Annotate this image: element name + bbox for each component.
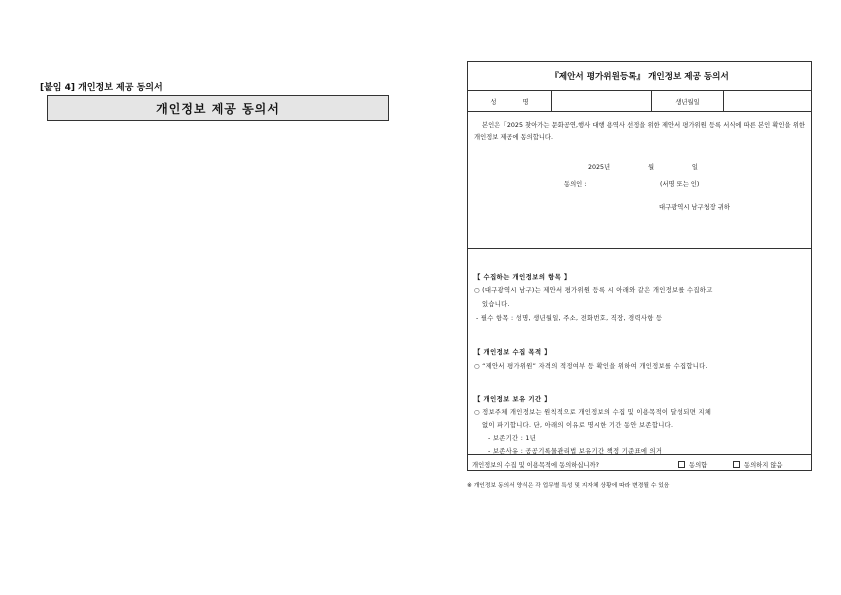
consent-form (467, 61, 812, 471)
section-retention-line: ○ 정보주체 개인정보는 원칙적으로 개인정보의 수집 및 이용목적이 달성되면 지체 (474, 409, 712, 416)
section-collected-items-heading: 【 수집하는 개인정보의 항목 】 (474, 274, 571, 281)
section-retention-heading: 【 개인정보 보유 기간 】 (474, 396, 552, 403)
checkbox-icon (733, 461, 740, 468)
checkbox-icon (678, 461, 685, 468)
document-title: 개인정보 제공 동의서 (156, 101, 280, 116)
disagree-checkbox[interactable] (733, 460, 783, 469)
date-line (588, 162, 698, 171)
section-purpose-heading: 【 개인정보 수집 목적 】 (474, 349, 552, 356)
name-label-cell (468, 91, 552, 111)
section-retention-line: - 보존기간 : 1년 (488, 435, 537, 442)
name-label: 성 명 (490, 98, 541, 106)
form-title: 『제안서 평가위원등록』 개인정보 제공 동의서 (468, 62, 811, 91)
signature-field[interactable]: (서명 또는 인) (660, 181, 700, 188)
section-collected-items-line: - 필수 항목 : 성명, 생년월일, 주소, 전화번호, 직장, 경력사항 등 (476, 315, 663, 322)
signer-label: 동의인 : (564, 181, 587, 188)
section-collected-items-line: 있습니다. (482, 301, 510, 308)
birth-label: 생년월일 (652, 91, 724, 111)
consent-statement: 본인은「2025 찾아가는 문화공연,행사 대행 용역사 선정을 위한 제안서 평가위원 등록 서식에 따른 본인 확인을 위한 개인정보 제공에 동의합니다. (474, 122, 805, 141)
date-year: 2025년 (588, 164, 611, 171)
section-collected-items-line: ○ (대구광역시 남구)는 제안서 평가위원 등록 시 아래와 같은 개인정보를 수집하고 (474, 287, 713, 294)
birth-field[interactable] (724, 91, 811, 111)
section-purpose-line: ○ “제안서 평가위원” 자격의 적정여부 등 확인을 위하여 개인정보를 수집합니다. (474, 363, 708, 370)
footnote: ※ 개인정보 동의서 양식은 각 업무별 특성 및 지자체 상황에 따라 변경될 수 있음 (467, 483, 670, 489)
section-retention-line: 없이 파기합니다. 단, 아래의 이유로 명시한 기간 동안 보존합니다. (482, 422, 674, 429)
annex-label: [붙임 4] 개인정보 제공 동의서 (40, 83, 163, 93)
consent-question: 개인정보의 수집 및 이용목적에 동의하십니까? (472, 462, 599, 469)
document-title-box (47, 95, 389, 121)
name-field[interactable] (552, 91, 652, 111)
section-retention-line: - 보존사유 : 공공기록물관리법 보유기간 책정 기준표에 의거 (488, 448, 663, 455)
consent-statement-box (468, 112, 811, 249)
personal-info-row (468, 91, 811, 112)
privacy-details (468, 249, 811, 455)
agree-checkbox[interactable] (678, 460, 707, 469)
addressee: 대구광역시 남구청장 귀하 (659, 204, 730, 211)
date-day: 일 (691, 164, 698, 171)
disagree-label: 동의하지 않음 (744, 462, 783, 469)
agree-label: 동의함 (689, 462, 708, 469)
date-month: 월 (647, 164, 655, 171)
consent-question-row (468, 455, 811, 474)
